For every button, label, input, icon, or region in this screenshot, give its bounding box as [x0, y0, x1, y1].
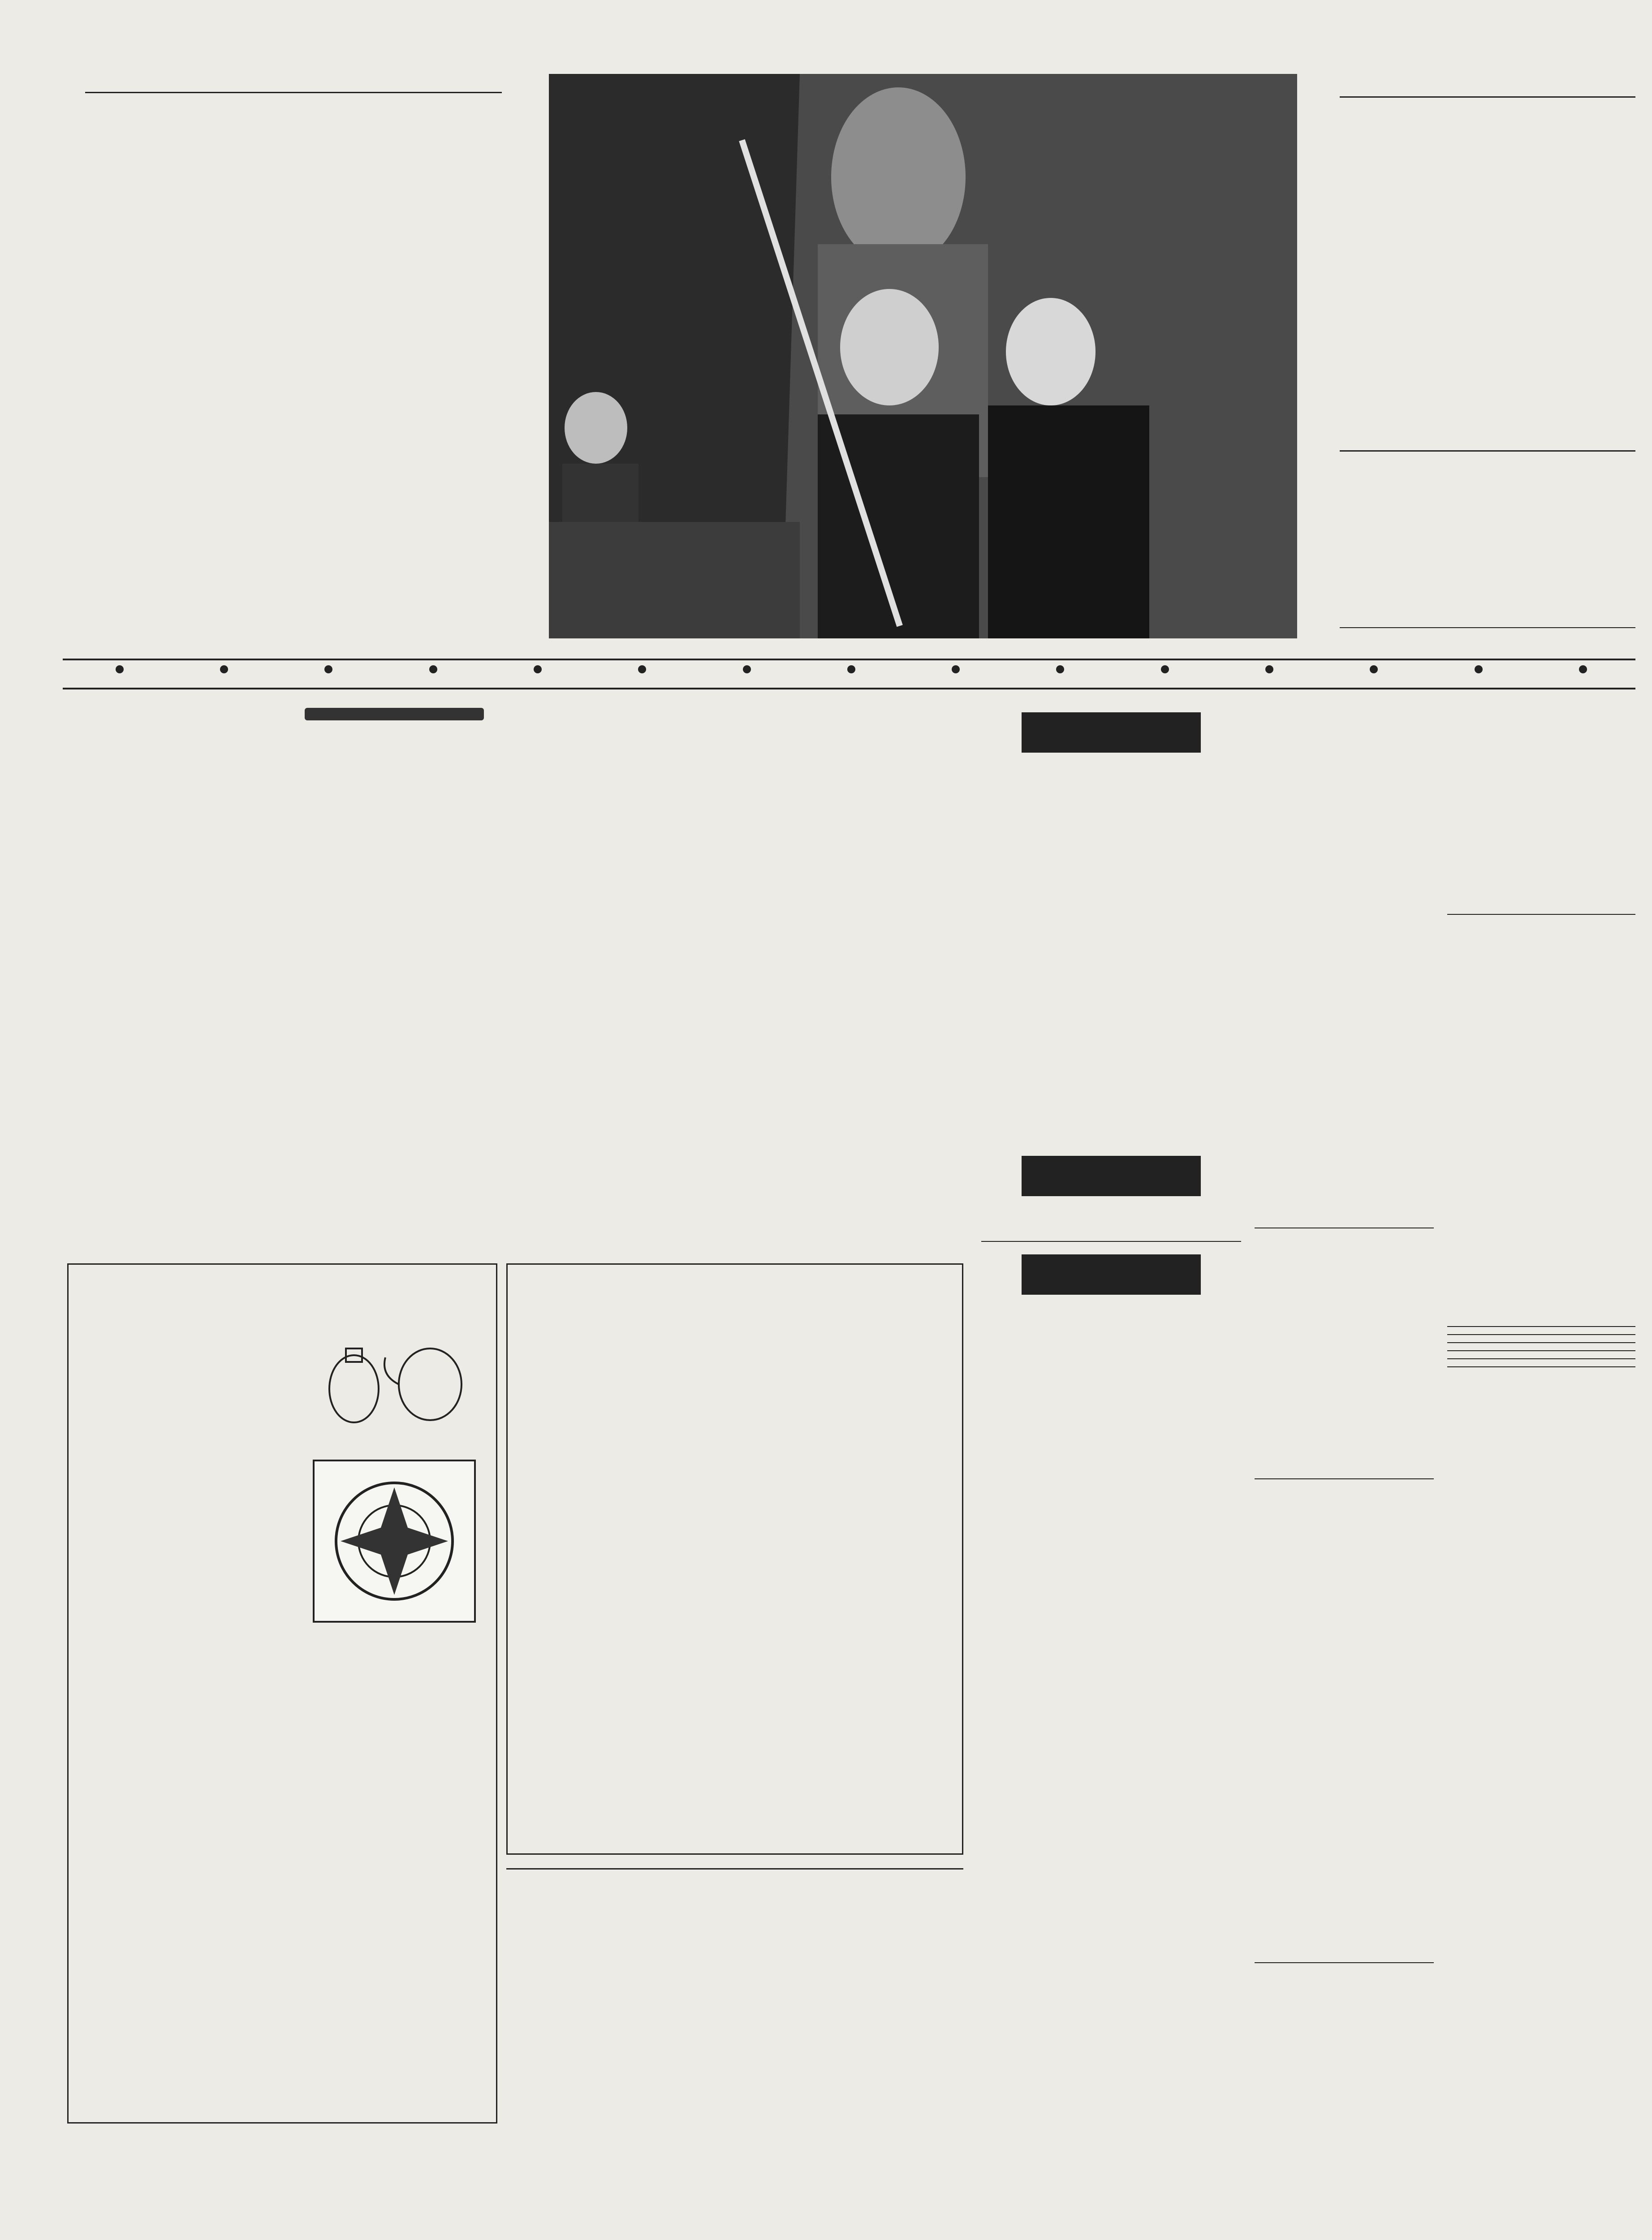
rubric-underline: [85, 92, 502, 93]
tv-schedule-col1: [305, 824, 484, 1217]
tv-schedule-col2: [493, 703, 663, 1228]
theatre-heading: [1022, 712, 1201, 753]
cinema-list-1: [981, 1307, 1241, 1648]
award-ceremony-photo: [549, 74, 1297, 638]
operetta-ad: [67, 708, 282, 726]
circus-rule: [981, 1241, 1241, 1242]
tyuz-ad: [1255, 1971, 1434, 1979]
strip-dot-icon: [952, 665, 960, 673]
condolence-rule: [1447, 1334, 1635, 1335]
buyers-goods: [85, 1864, 479, 2052]
strip-dot-icon: [638, 665, 646, 673]
circus-heading: [1022, 1156, 1201, 1196]
strip-dot-icon: [220, 665, 228, 673]
lost-notice: [1447, 923, 1635, 929]
condolence-rule: [1447, 1342, 1635, 1343]
condolence-rule: [1447, 1326, 1635, 1327]
cinema-list-2: [981, 1655, 1241, 2040]
ad-strip-top-rule: [63, 659, 1635, 660]
tv-text-1: [305, 830, 484, 1018]
right-list-top: [1255, 703, 1434, 762]
cinema-listing: [981, 1304, 1241, 2040]
strip-dot-icon: [1265, 665, 1273, 673]
condolence-rule: [1447, 1358, 1635, 1359]
hall-ad: [1255, 1487, 1434, 1494]
strip-dot-icon: [1161, 665, 1169, 673]
ad-strip-bottom-rule: [63, 688, 1635, 689]
hockey-rule: [506, 1868, 963, 1870]
souvenir-ornament: [305, 1326, 484, 1631]
newyear-body: [524, 1322, 945, 1326]
cinema-heading: [1022, 1254, 1201, 1295]
tv-mid-text-2: [493, 995, 663, 1228]
editor-line: [1362, 633, 1635, 648]
tv-right-text: [672, 703, 842, 896]
lost-rule: [1447, 914, 1635, 915]
tv-text-3: [305, 1172, 484, 1217]
tyuz-rule: [1255, 1962, 1434, 1963]
strip-dot-icon: [743, 665, 751, 673]
newyear-ad-frame: [506, 1263, 963, 1855]
park-ad: [1255, 1236, 1434, 1243]
tv-text-2: [305, 1023, 484, 1167]
tv-logo: [305, 708, 484, 720]
condolence-rule: [1447, 1366, 1635, 1367]
strip-dot-icon: [1579, 665, 1587, 673]
condolences-column: [1447, 1326, 1635, 1374]
strip-dot-icon: [847, 665, 855, 673]
condolence-rule: [1447, 1350, 1635, 1351]
tv-schedule-col3: [672, 703, 842, 1234]
strip-dot-icon: [429, 665, 437, 673]
ceramics-illustration: [305, 1326, 484, 1631]
strip-dot-icon: [1475, 665, 1483, 673]
press-review-column-1: [1340, 493, 1481, 636]
hall-rule: [1255, 1478, 1434, 1479]
strip-dot-icon: [1056, 665, 1064, 673]
tv-right-text-2: [672, 901, 842, 1090]
ad-strip: [67, 665, 1635, 673]
article-column-2: [211, 197, 345, 645]
article-column-3: [354, 197, 488, 564]
press-review-column-2: [1492, 461, 1635, 636]
tv-mid-text: [493, 703, 663, 990]
theatre-listing: [981, 762, 1241, 768]
strip-dot-icon: [534, 665, 542, 673]
strip-dot-icon: [324, 665, 332, 673]
editor-rule: [1340, 627, 1635, 628]
side-divider: [1340, 450, 1635, 452]
right-listings: [1255, 703, 1434, 1169]
photo-caption: [354, 564, 488, 650]
school-ad: [1447, 703, 1635, 711]
right-list: [1255, 766, 1434, 1169]
tv-right-text-3: [672, 1095, 842, 1234]
article-column-1: [67, 197, 202, 645]
side-column-1: [1340, 103, 1481, 444]
side-headline-rule: [1340, 96, 1635, 98]
side-column-2: [1492, 103, 1635, 426]
photo-illustration: [549, 74, 1297, 638]
hockey-ad: [515, 1882, 954, 1887]
strip-dot-icon: [116, 665, 124, 673]
strip-dot-icon: [1370, 665, 1378, 673]
